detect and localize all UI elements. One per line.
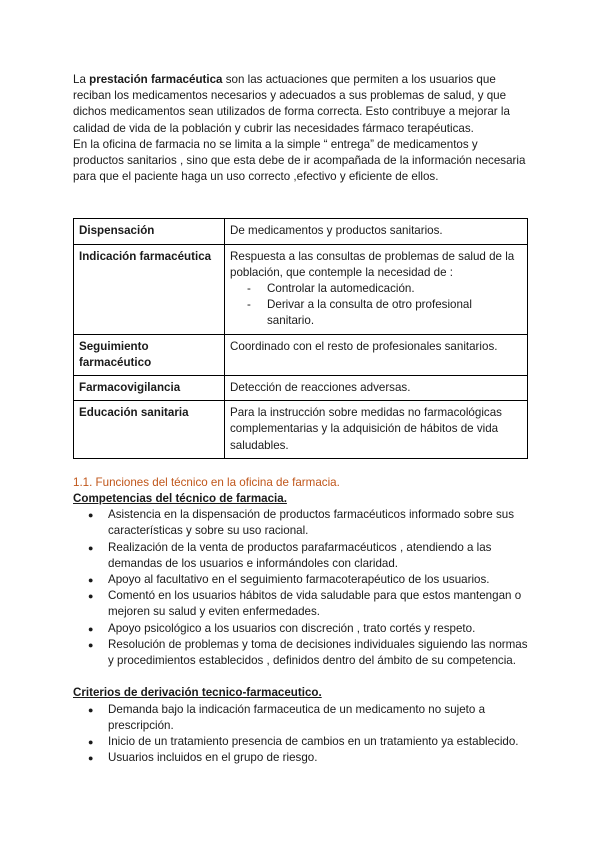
intro-rest: son las actuaciones que permiten a los usuarios que reciban los medicamentos necesarios y adecuados a sus problemas de salud, y que dichos medicamentos sean utilizados de forma correcta. Esto contribuye a mejorar la calidad de vida de la población y cubrir las necesidades fármaco terapéuticas. (73, 73, 510, 135)
table-term: Seguimiento farmacéutico (74, 334, 225, 375)
list-item: ● Apoyo al facultativo en el seguimiento farmacoterapéutico de los usuarios. (108, 572, 528, 588)
section-heading: 1.1. Funciones del técnico en la oficina de farmacia. (73, 475, 340, 489)
intro-paragraph (73, 72, 528, 185)
list-item: ● Resolución de problemas y toma de decisiones individuales siguiendo las normas y procedimientos establecidos , definidos dentro del ámbito de su competencia. (108, 637, 528, 669)
document-page (73, 72, 528, 766)
list-item: ● Inicio de un tratamiento presencia de cambios en un tratamiento ya establecido. (108, 734, 528, 750)
table-row (74, 334, 528, 375)
criterios-title: Criterios de derivación tecnico-farmaceutico. (73, 686, 322, 700)
services-table (73, 218, 528, 458)
list-item: ● Usuarios incluidos en el grupo de riesgo. (108, 750, 528, 766)
table-desc: Para la instrucción sobre medidas no farmacológicas complementarias y la adquisición de hábitos de vida saludables. (225, 401, 528, 459)
competencias-title: Competencias del técnico de farmacia. (73, 492, 287, 506)
list-item: ● Apoyo psicológico a los usuarios con discreción , trato cortés y respeto. (108, 621, 528, 637)
intro-bold-term: prestación farmacéutica (89, 73, 223, 86)
table-desc: Detección de reacciones adversas. (225, 376, 528, 401)
table-term: Farmacovigilancia (74, 376, 225, 401)
dash-list-item: - Derivar a la consulta de otro profesional sanitario. (267, 297, 522, 329)
table-desc: Coordinado con el resto de profesionales sanitarios. (225, 334, 528, 375)
table-term: Indicación farmacéutica (74, 244, 225, 334)
criterios-list (73, 702, 528, 767)
intro-lead: La (73, 73, 90, 86)
table-row (74, 219, 528, 244)
list-item: ● Demanda bajo la indicación farmaceutica de un medicamento no sujeto a prescripción. (108, 702, 528, 734)
list-item: ● Comentó en los usuarios hábitos de vida saludable para que estos mantengan o mejoren su salud y eviten enfermedades. (108, 588, 528, 620)
list-item: ● Realización de la venta de productos parafarmacéuticos , atendiendo a las demandas de los usuarios e informándoles con claridad. (108, 540, 528, 572)
intro-paragraph-2: En la oficina de farmacia no se limita a la simple “ entrega” de medicamentos y productos sanitarios , sino que esta debe de ir acompañada de la información necesaria para que el paciente haga un uso correcto ,efectivo y eficiente de ellos. (73, 137, 526, 184)
table-row (74, 401, 528, 459)
table-row (74, 376, 528, 401)
dash-list-item: - Controlar la automedicación. (267, 281, 522, 297)
table-desc-cell (225, 244, 528, 334)
competencias-list (73, 507, 528, 669)
list-item: ● Asistencia en la dispensación de productos farmacéuticos informado sobre sus características y sobre su uso racional. (108, 507, 528, 539)
table-desc: De medicamentos y productos sanitarios. (225, 219, 528, 244)
table-desc: Respuesta a las consultas de problemas de salud de la población, que contemple la necesidad de : (230, 249, 515, 279)
table-term: Dispensación (74, 219, 225, 244)
table-term: Educación sanitaria (74, 401, 225, 459)
table-row (74, 244, 528, 334)
dash-list (230, 281, 522, 330)
